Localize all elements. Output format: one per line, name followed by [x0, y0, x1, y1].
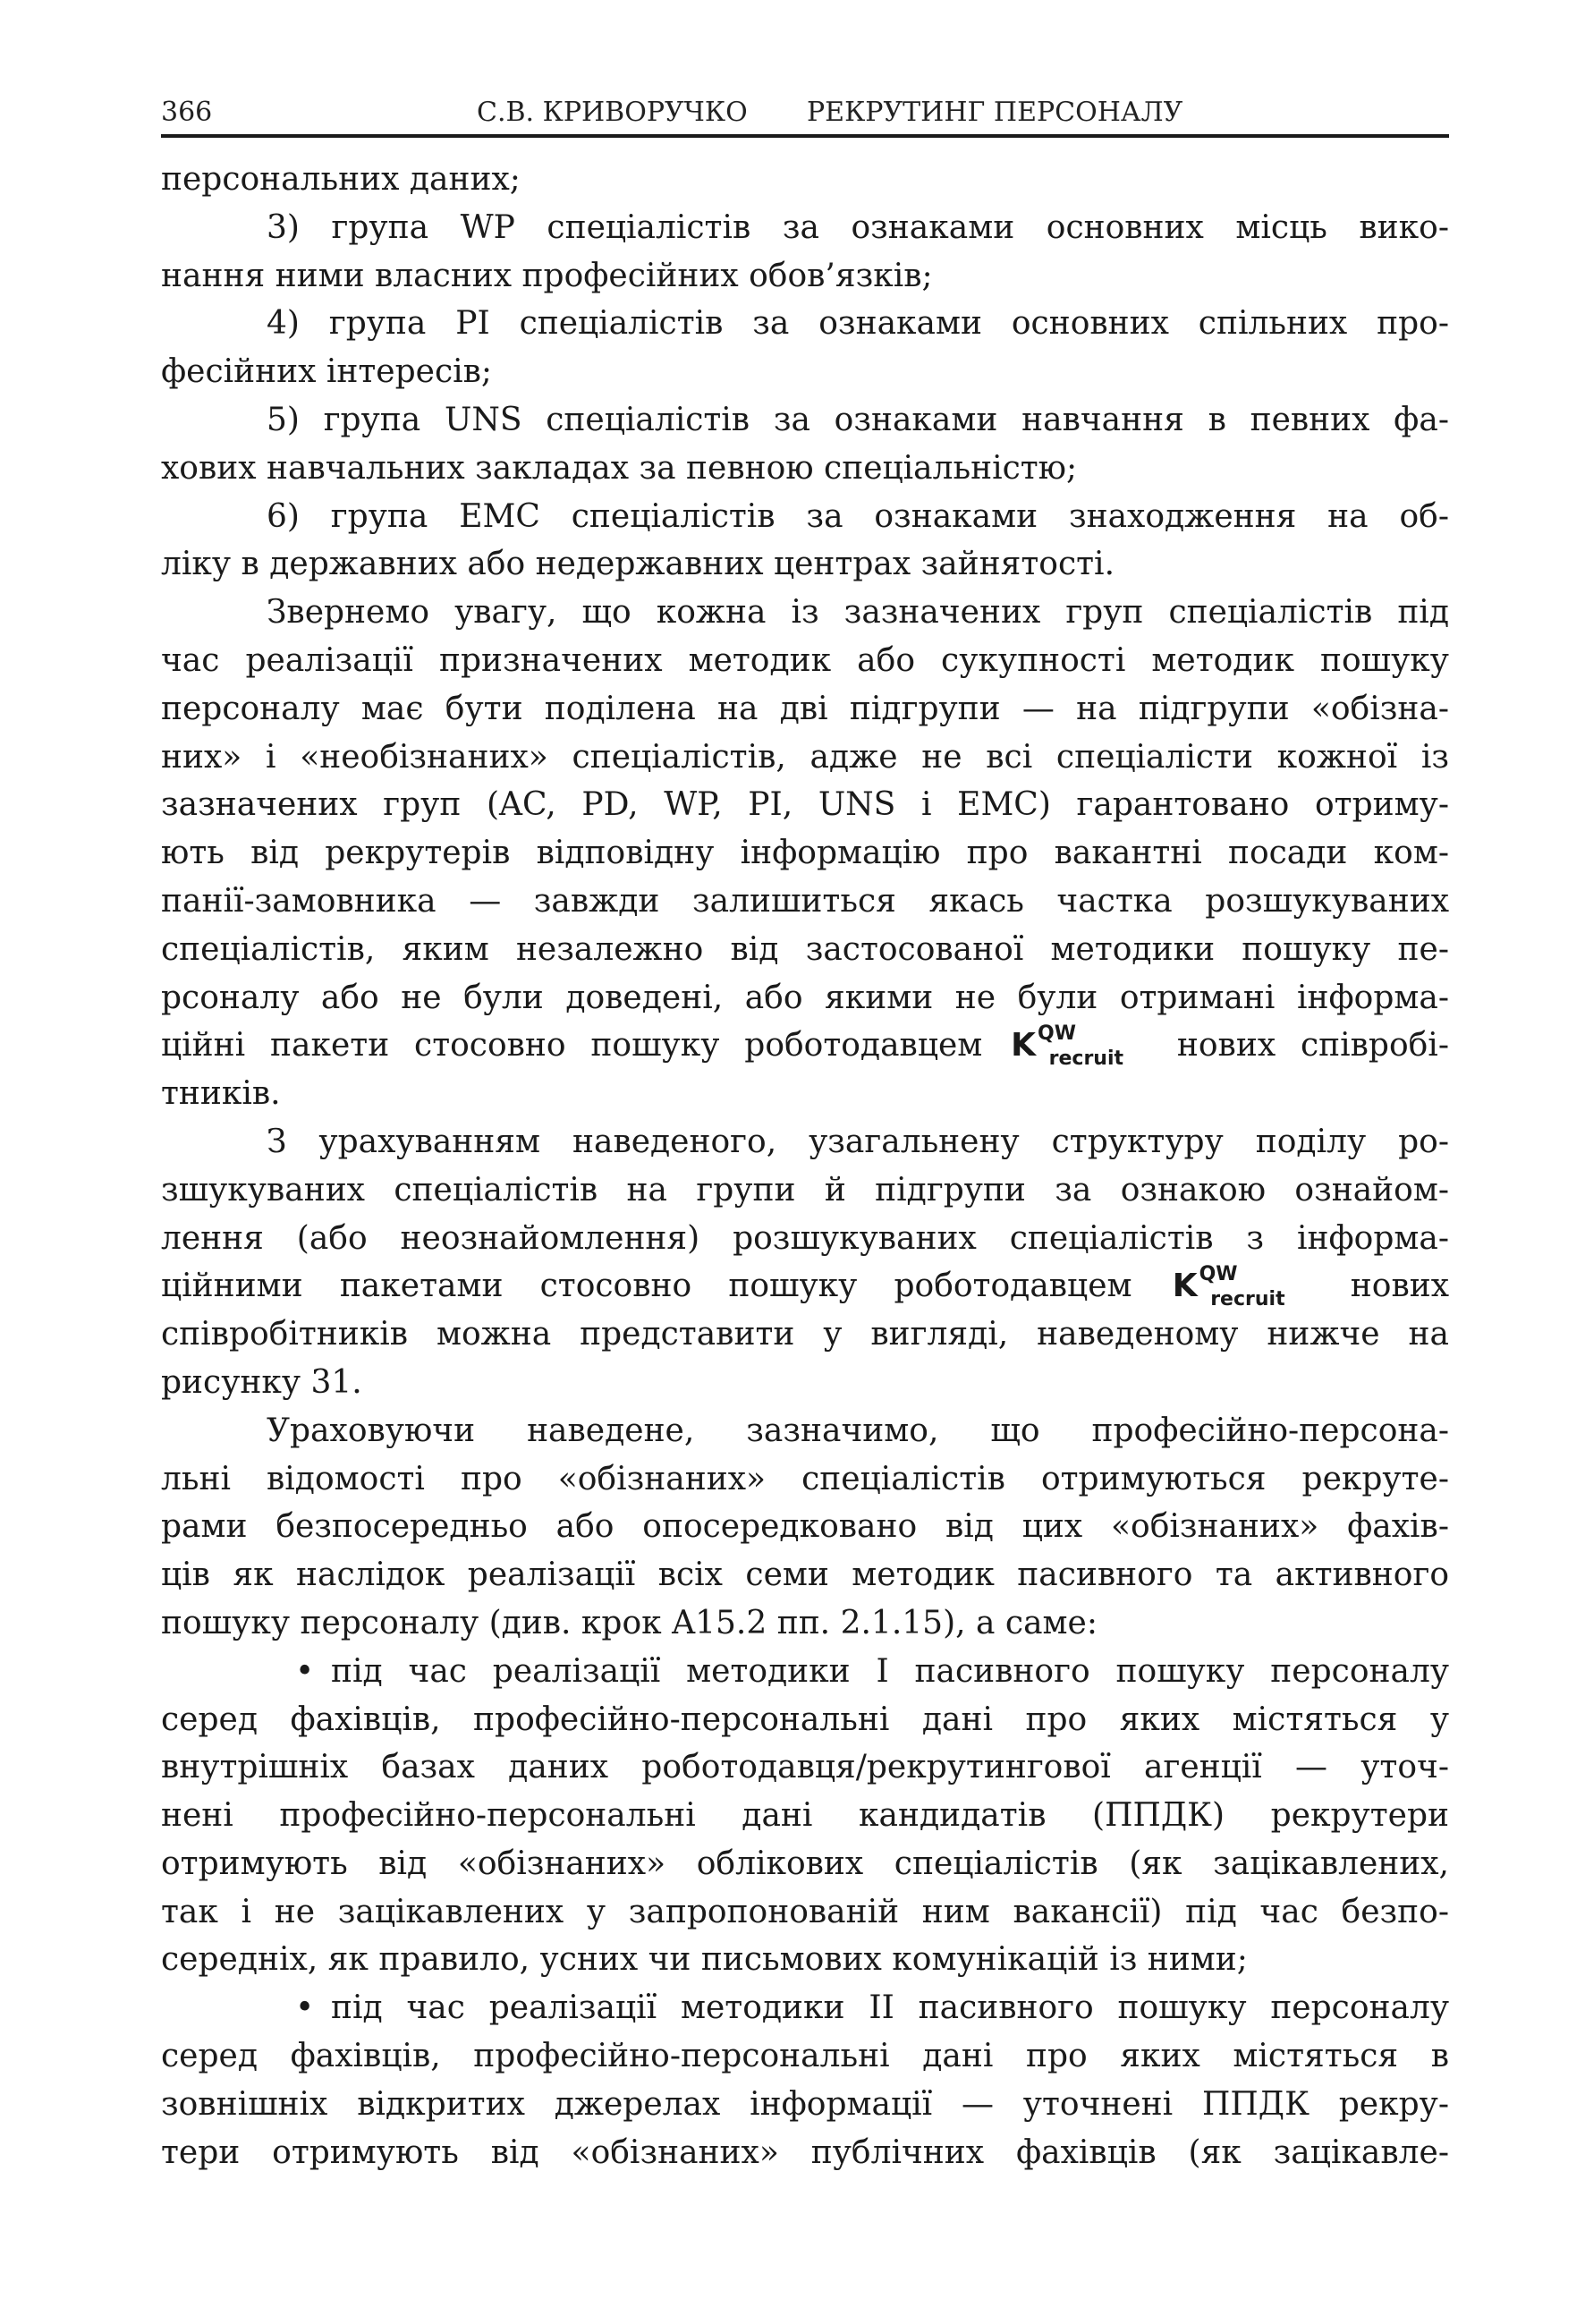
text-line: персональних даних; — [161, 161, 521, 198]
formula-superscript: QW — [1038, 1022, 1076, 1046]
text-line: рсоналу або не були доведені, або якими не були отримані інформа- — [161, 979, 1449, 1016]
text-line: фесійних інтересів; — [161, 353, 493, 391]
formula-base: K — [1172, 1268, 1198, 1305]
text-line: серед фахівців, професійно-персональні дані про яких містяться в — [161, 2038, 1449, 2075]
text-line: пошуку персоналу (див. крок A15.2 пп. 2.1.15), а саме: — [161, 1604, 1098, 1641]
line-text: нових співробі- — [1176, 1027, 1449, 1064]
bullet-icon: • — [295, 1989, 315, 2027]
line-text: ційними пакетами стосовно пошуку роботодавцем — [161, 1268, 1132, 1305]
text-line: 4) група PI спеціалістів за ознаками основних спільних про- — [267, 305, 1449, 343]
line-text: ційні пакети стосовно пошуку роботодавцем — [161, 1027, 983, 1064]
text-line: Ураховуючи наведене, зазначимо, що професійно-персона- — [267, 1412, 1449, 1449]
formula-base: K — [1011, 1027, 1037, 1064]
formula-subscript: recruit — [1048, 1047, 1124, 1071]
formula-k-qw-recruit — [1173, 1262, 1310, 1310]
text-line: зшукуваних спеціалістів на групи й підгрупи за ознакою ознайом- — [161, 1171, 1449, 1209]
text-line: персоналу має бути поділена на дві підгрупи — на підгрупи «обізна- — [161, 690, 1449, 727]
formula-k-qw-recruit — [1011, 1022, 1148, 1070]
text-line: зовнішніх відкритих джерелах інформації — уточнені ППДК рекру- — [161, 2085, 1449, 2123]
text-line: льні відомості про «обізнаних» спеціалістів отримуються рекруте- — [161, 1460, 1449, 1497]
text-line: співробітників можна представити у вигляді, наведеному нижче на — [161, 1316, 1449, 1353]
text-line — [161, 1022, 1449, 1070]
text-line: спеціалістів, яким незалежно від застосованої методики пошуку пе- — [161, 930, 1449, 968]
formula-subscript: recruit — [1210, 1288, 1285, 1311]
text-line: ців як наслідок реалізації всіх семи методик пасивного та активного — [161, 1556, 1449, 1594]
formula-superscript: QW — [1199, 1263, 1238, 1286]
running-head — [161, 89, 1449, 134]
text-line — [161, 1648, 1449, 1696]
text-line: нені професійно-персональні дані кандидатів (ППДК) рекрутери — [161, 1797, 1449, 1835]
text-line: хових навчальних закладах за певною спеціальністю; — [161, 449, 1078, 487]
text-line: отримують від «обізнаних» облікових спеціалістів (як зацікавлених, — [161, 1845, 1449, 1882]
text-line: З урахуванням наведеного, узагальнену структуру поділу ро- — [267, 1123, 1449, 1160]
text-line — [161, 1984, 1449, 2032]
text-line: серед фахівців, професійно-персональні дані про яких містяться у — [161, 1701, 1449, 1738]
text-line: зазначених груп (AC, PD, WP, PI, UNS і EMC) гарантовано отриму- — [161, 786, 1449, 824]
text-line: Звернемо увагу, що кожна із зазначених груп спеціалістів під — [267, 594, 1449, 632]
line-text: нових — [1350, 1268, 1449, 1305]
text-line: середніх, як правило, усних чи письмових комунікацій із ними; — [161, 1941, 1248, 1979]
text-line: ліку в державних або недержавних центрах зайнятості. — [161, 546, 1115, 583]
page — [161, 89, 1449, 2176]
text-line: 5) група UNS спеціалістів за ознаками навчання в певних фа- — [267, 401, 1449, 438]
page-number: 366 — [161, 97, 213, 128]
text-line: лення (або неознайомлення) розшукуваних спеціалістів з інформа- — [161, 1219, 1449, 1257]
body-text — [161, 156, 1449, 2176]
text-line: 3) група WP спеціалістів за ознаками основних місць вико- — [267, 208, 1449, 246]
text-line: ють від рекрутерів відповідну інформацію про вакантні посади ком- — [161, 835, 1449, 872]
text-line: так і не зацікавлених у запропонованій ним вакансії) під час безпо- — [161, 1893, 1449, 1930]
text-line: рами безпосередньо або опосередковано від цих «обізнаних» фахів- — [161, 1508, 1449, 1546]
text-line: нання ними власних професійних обов’язків; — [161, 257, 933, 294]
text-line — [161, 1262, 1449, 1310]
text-line: тників. — [161, 1075, 281, 1113]
text-line: тери отримують від «обізнаних» публічних фахівців (як зацікавле- — [161, 2133, 1449, 2171]
text-line: рисунку 31. — [161, 1363, 362, 1401]
bullet-text: під час реалізації методики II пасивного пошуку персоналу — [331, 1989, 1449, 2027]
running-head-title: РЕКРУТИНГ ПЕРСОНАЛУ — [807, 97, 1183, 128]
header-rule — [161, 134, 1449, 138]
text-line: них» і «необізнаних» спеціалістів, адже не всі спеціалісти кожної із — [161, 738, 1449, 776]
text-line: час реалізації призначених методик або сукупності методик пошуку — [161, 641, 1449, 679]
text-line: панії-замовника — завжди залишиться якась частка розшукуваних — [161, 882, 1449, 920]
running-head-author: С.В. КРИВОРУЧКО — [477, 97, 748, 128]
bullet-icon: • — [295, 1652, 315, 1690]
text-line: внутрішніх базах даних роботодавця/рекрутингової агенції — уточ- — [161, 1749, 1449, 1786]
text-line: 6) група EMC спеціалістів за ознаками знаходження на об- — [267, 497, 1449, 535]
bullet-text: під час реалізації методики I пасивного пошуку персоналу — [331, 1652, 1449, 1690]
